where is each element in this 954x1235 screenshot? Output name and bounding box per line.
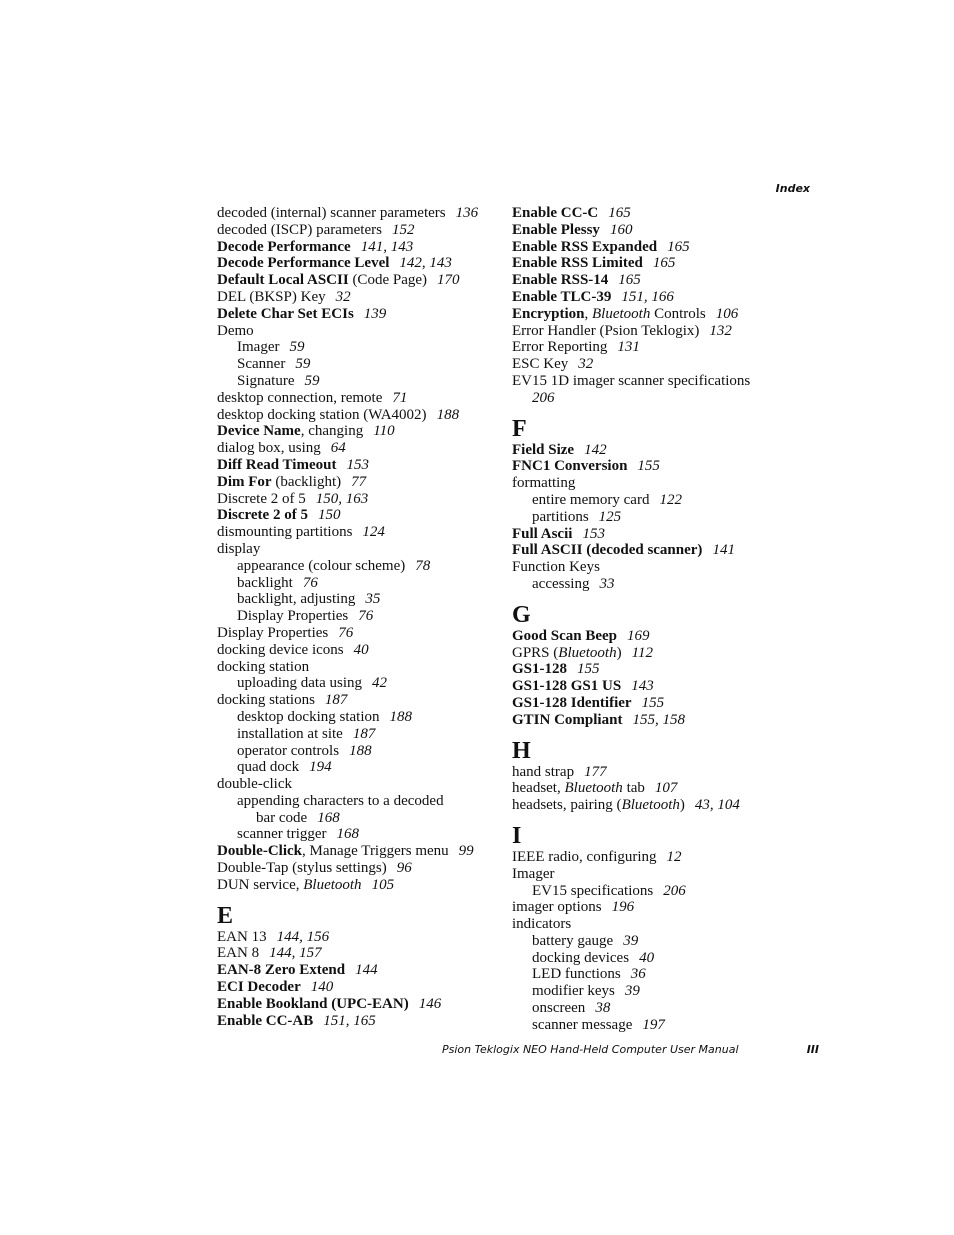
index-letter-heading: H <box>512 737 531 764</box>
entry-page-reference[interactable]: 141 <box>712 542 735 559</box>
index-entry <box>217 843 502 860</box>
entry-term-text: GS1-128 <box>512 661 568 678</box>
entry-term-text: partitions <box>532 508 589 525</box>
index-entry <box>217 877 502 894</box>
index-subentry <box>217 575 502 592</box>
index-entry <box>217 491 502 508</box>
entry-term-text: DUN service, <box>217 876 304 893</box>
entry-term-text: EV15 specifications <box>532 882 654 899</box>
entry-term-text: , Manage Triggers menu <box>302 843 449 860</box>
entry-term-text: , <box>584 305 593 322</box>
index-entry <box>217 423 502 440</box>
entry-page-reference[interactable]: 112 <box>631 644 653 661</box>
entry-term-text: Imager <box>237 339 280 356</box>
entry-page-reference[interactable]: 42 <box>371 675 387 692</box>
entry-page-reference[interactable]: 155 <box>637 458 660 475</box>
entry-term-text: Bluetooth <box>303 876 362 893</box>
index-entry <box>217 625 502 642</box>
entry-term-text: EAN 8 <box>217 945 260 962</box>
entry-page-reference[interactable]: 168 <box>336 826 360 843</box>
index-entry <box>512 712 802 729</box>
entry-page-reference[interactable]: 146 <box>418 995 442 1012</box>
entry-term-text: ECI Decoder <box>217 979 301 996</box>
entry-term-text: Good Scan Beep <box>512 627 618 644</box>
entry-page-reference[interactable]: 99 <box>458 843 474 860</box>
entry-term-text: docking station <box>217 658 310 675</box>
index-entry <box>512 526 802 543</box>
index-subentry <box>512 933 802 950</box>
entry-page-reference[interactable]: 124 <box>362 524 385 541</box>
entry-page-reference[interactable]: 107 <box>654 780 678 797</box>
entry-term-text: imager options <box>512 899 602 916</box>
entry-page-reference[interactable]: 155, 158 <box>632 711 685 728</box>
entry-page-reference[interactable]: 142 <box>584 441 607 458</box>
index-entry <box>512 339 802 356</box>
entry-term-text: docking stations <box>217 692 315 709</box>
entry-page-reference[interactable]: 151, 165 <box>323 1012 376 1029</box>
index-entry <box>217 255 502 272</box>
index-entry <box>512 866 802 883</box>
entry-term-text: Error Reporting <box>512 339 608 356</box>
index-subentry <box>512 1000 802 1017</box>
index-entry <box>512 559 802 576</box>
entry-page-reference[interactable]: 96 <box>396 860 412 877</box>
entry-page-reference[interactable]: 150 <box>317 507 341 524</box>
index-entry <box>512 289 802 306</box>
entry-term-text: GS1-128 Identifier <box>512 694 632 711</box>
index-entry <box>512 645 802 662</box>
entry-page-reference[interactable]: 12 <box>666 848 682 865</box>
index-entry <box>512 442 802 459</box>
entry-term-text: Enable TLC-39 <box>512 288 612 305</box>
index-entry <box>217 474 502 491</box>
index-entry <box>217 205 502 222</box>
index-entry <box>217 1013 502 1030</box>
index-entry <box>217 541 502 558</box>
entry-page-reference[interactable]: 106 <box>715 305 739 322</box>
entry-term-text: Display Properties <box>217 624 329 641</box>
entry-term-text: accessing <box>532 575 590 592</box>
index-entry <box>512 661 802 678</box>
index-entry <box>217 289 502 306</box>
entry-term-text: Discrete 2 of 5 <box>217 507 308 524</box>
footer-page-number: III <box>806 1043 819 1056</box>
index-entry <box>512 780 802 797</box>
entry-term-text: EAN 13 <box>217 928 267 945</box>
entry-page-reference[interactable]: 43, 104 <box>694 797 740 814</box>
entry-term-text: Full ASCII (decoded scanner) <box>512 542 703 559</box>
entry-page-reference[interactable]: 33 <box>599 575 615 592</box>
running-header: Index <box>775 182 810 195</box>
index-entry <box>512 205 802 222</box>
entry-page-reference[interactable]: 76 <box>338 624 354 641</box>
entry-term-text: bar code <box>256 809 308 826</box>
entry-page-reference[interactable]: 36 <box>630 966 646 983</box>
entry-term-text: modifier keys <box>532 983 615 1000</box>
entry-page-reference[interactable]: 206 <box>532 389 555 406</box>
index-entry <box>217 945 502 962</box>
index-column-left <box>217 205 502 1029</box>
entry-page-reference[interactable]: 140 <box>310 979 334 996</box>
entry-term-text: docking devices <box>532 949 630 966</box>
entry-page-reference[interactable]: 165 <box>608 205 631 221</box>
entry-page-reference[interactable]: 144, 156 <box>276 928 330 945</box>
entry-term-text: desktop docking station (WA4002) <box>217 406 427 423</box>
index-entry <box>217 692 502 709</box>
entry-page-reference[interactable]: 71 <box>392 389 408 406</box>
entry-page-reference[interactable]: 151, 166 <box>621 288 674 305</box>
index-entry <box>217 390 502 407</box>
entry-term-text: tab <box>622 780 645 797</box>
entry-term-text: decoded (ISCP) parameters <box>217 221 382 238</box>
entry-term-text: Field Size <box>512 441 575 458</box>
index-entry <box>512 222 802 239</box>
index-subentry <box>217 743 502 760</box>
index-entry <box>217 929 502 946</box>
entry-page-reference[interactable]: 59 <box>295 356 311 373</box>
entry-term-text: headset, <box>512 780 565 797</box>
index-entry <box>217 457 502 474</box>
entry-term-text: Bluetooth <box>558 644 617 661</box>
index-entry <box>217 239 502 256</box>
entry-term-text: GS1-128 GS1 US <box>512 678 622 695</box>
entry-page-reference[interactable]: 194 <box>309 759 332 776</box>
entry-term-text: Enable CC-AB <box>217 1012 314 1029</box>
index-entry <box>512 475 802 492</box>
index-subentry <box>512 1017 802 1034</box>
index-subentry <box>217 591 502 608</box>
entry-page-reference[interactable]: 177 <box>584 763 607 780</box>
index-entry <box>512 542 802 559</box>
entry-term-text: Dim For <box>217 473 272 490</box>
entry-page-reference[interactable]: 165 <box>652 255 676 272</box>
entry-term-text: docking device icons <box>217 641 344 658</box>
entry-page-reference[interactable]: 59 <box>304 372 320 389</box>
entry-page-reference[interactable]: 144 <box>355 962 378 979</box>
index-entry <box>512 306 802 323</box>
entry-page-reference[interactable]: 165 <box>667 238 690 255</box>
index-entry <box>217 222 502 239</box>
index-entry <box>512 356 802 373</box>
entry-term-text: formatting <box>512 475 576 492</box>
entry-page-reference[interactable]: 187 <box>352 725 376 742</box>
entry-page-reference[interactable]: 141, 143 <box>360 238 414 255</box>
entry-page-reference[interactable]: 206 <box>663 882 686 899</box>
entry-term-text: Bluetooth <box>564 780 623 797</box>
index-entry <box>217 642 502 659</box>
entry-term-text: quad dock <box>237 759 300 776</box>
entry-term-text: Decode Performance Level <box>217 255 390 272</box>
entry-page-reference[interactable]: 152 <box>391 221 415 238</box>
entry-term-text: battery gauge <box>532 932 614 949</box>
index-entry <box>512 458 802 475</box>
entry-page-reference[interactable]: 144, 157 <box>269 945 322 962</box>
entry-page-reference[interactable]: 197 <box>642 1016 665 1033</box>
entry-page-reference[interactable]: 64 <box>330 440 346 457</box>
entry-term-text: Double-Tap (stylus settings) <box>217 860 387 877</box>
index-entry <box>217 659 502 676</box>
entry-page-reference[interactable]: 160 <box>609 221 633 238</box>
entry-term-text: Bluetooth <box>592 305 651 322</box>
index-subentry <box>512 966 802 983</box>
entry-term-text: decoded (internal) scanner parameters <box>217 205 446 221</box>
index-entry <box>512 797 802 814</box>
entry-page-reference[interactable]: 78 <box>415 557 431 574</box>
entry-term-text: DEL (BKSP) Key <box>217 288 326 305</box>
entry-page-reference[interactable]: 150, 163 <box>315 490 369 507</box>
entry-term-text: entire memory card <box>532 491 650 508</box>
index-subentry <box>217 675 502 692</box>
entry-page-reference[interactable]: 132 <box>709 322 732 339</box>
entry-term-text: operator controls <box>237 742 340 759</box>
index-subentry <box>217 339 502 356</box>
index-entry <box>217 524 502 541</box>
entry-page-reference[interactable]: 187 <box>324 692 348 709</box>
entry-term-text: ) <box>616 644 622 661</box>
entry-term-text: double-click <box>217 776 292 793</box>
entry-term-text: IEEE radio, configuring <box>512 848 657 865</box>
entry-term-text: dialog box, using <box>217 440 321 457</box>
index-entry <box>512 678 802 695</box>
entry-page-reference[interactable]: 168 <box>317 809 340 826</box>
entry-term-text: Device Name <box>217 423 301 440</box>
entry-page-reference[interactable]: 139 <box>363 305 387 322</box>
entry-page-reference[interactable]: 110 <box>373 423 395 440</box>
entry-term-text: Decode Performance <box>217 238 351 255</box>
entry-term-text: , changing <box>300 423 364 440</box>
entry-term-text: Signature <box>237 372 295 389</box>
entry-page-reference[interactable]: 165 <box>618 272 641 289</box>
index-entry <box>512 323 802 340</box>
entry-term-text: Bluetooth <box>621 797 680 814</box>
index-entry <box>217 776 502 793</box>
index-entry <box>217 306 502 323</box>
index-subentry <box>512 983 802 1000</box>
index-entry <box>217 507 502 524</box>
entry-term-text: Scanner <box>237 356 286 373</box>
entry-term-text: Function Keys <box>512 559 600 576</box>
entry-page-reference[interactable]: 35 <box>365 591 381 608</box>
index-entry <box>217 323 502 340</box>
index-letter-heading: E <box>217 902 234 929</box>
index-letter-heading: F <box>512 415 527 442</box>
entry-page-reference[interactable]: 122 <box>659 491 682 508</box>
entry-page-reference[interactable]: 32 <box>335 288 351 305</box>
entry-page-reference[interactable]: 39 <box>624 983 640 1000</box>
entry-page-reference[interactable]: 125 <box>598 508 622 525</box>
index-subentry <box>217 356 502 373</box>
entry-page-reference[interactable]: 131 <box>617 339 640 356</box>
entry-term-text: Display Properties <box>237 608 349 625</box>
entry-page-reference[interactable]: 59 <box>289 339 305 356</box>
entry-page-reference[interactable]: 77 <box>351 473 367 490</box>
entry-term-text: uploading data using <box>237 675 362 692</box>
index-entry <box>217 979 502 996</box>
index-entry <box>512 628 802 645</box>
index-entry <box>512 272 802 289</box>
index-subentry <box>217 810 502 827</box>
index-letter-heading: I <box>512 822 522 849</box>
entry-term-text: FNC1 Conversion <box>512 458 628 475</box>
index-entry <box>512 373 802 390</box>
entry-term-text: Diff Read Timeout <box>217 456 337 473</box>
entry-term-text: Default Local ASCII <box>217 272 349 289</box>
index-subentry <box>217 608 502 625</box>
entry-page-reference[interactable]: 155 <box>577 661 600 678</box>
entry-term-text: Enable CC-C <box>512 205 599 221</box>
entry-term-text: Enable Bookland (UPC-EAN) <box>217 995 409 1012</box>
index-subentry <box>512 883 802 900</box>
entry-page-reference[interactable]: 32 <box>578 356 594 373</box>
entry-page-reference[interactable]: 169 <box>627 627 650 644</box>
entry-term-text: appending characters to a decoded <box>237 792 444 809</box>
index-entry <box>217 272 502 289</box>
entry-page-reference[interactable]: 153 <box>346 456 369 473</box>
entry-term-text: Double-Click <box>217 843 303 860</box>
entry-term-text: Enable RSS Limited <box>512 255 643 272</box>
index-subentry <box>512 509 802 526</box>
entry-term-text: GPRS ( <box>512 644 559 661</box>
index-column-right <box>512 205 802 1034</box>
entry-term-text: backlight, adjusting <box>237 591 356 608</box>
entry-term-text: Full Ascii <box>512 525 573 542</box>
entry-term-text: indicators <box>512 916 572 933</box>
entry-term-text: ESC Key <box>512 356 569 373</box>
entry-term-text: appearance (colour scheme) <box>237 557 406 574</box>
entry-page-reference[interactable]: 153 <box>582 525 605 542</box>
entry-page-reference[interactable]: 188 <box>436 406 460 423</box>
entry-page-reference[interactable]: 196 <box>611 899 635 916</box>
entry-term-text: backlight <box>237 574 293 591</box>
entry-page-reference[interactable]: 143 <box>631 678 654 695</box>
entry-term-text: Encryption <box>512 305 585 322</box>
entry-page-reference[interactable]: 76 <box>302 574 318 591</box>
index-subentry <box>512 576 802 593</box>
entry-term-text: display <box>217 540 261 557</box>
entry-term-text: scanner trigger <box>237 826 327 843</box>
entry-term-text: desktop connection, remote <box>217 389 383 406</box>
index-entry <box>217 996 502 1013</box>
entry-term-text: Demo <box>217 322 254 339</box>
entry-term-text: Error Handler (Psion Teklogix) <box>512 322 700 339</box>
index-entry <box>512 764 802 781</box>
index-entry <box>512 255 802 272</box>
entry-term-text: Delete Char Set ECIs <box>217 305 354 322</box>
entry-page-reference[interactable]: 136 <box>455 205 479 221</box>
index-subentry <box>512 492 802 509</box>
index-subentry <box>512 950 802 967</box>
entry-term-text: EV15 1D imager scanner specifications <box>512 372 751 389</box>
entry-page-reference[interactable]: 105 <box>371 876 395 893</box>
index-entry <box>512 239 802 256</box>
entry-page-reference[interactable]: 188 <box>349 742 372 759</box>
index-subentry <box>217 709 502 726</box>
index-letter-heading: G <box>512 601 531 628</box>
entry-term-text: onscreen <box>532 1000 586 1017</box>
entry-page-reference[interactable]: 76 <box>358 608 374 625</box>
index-entry <box>512 695 802 712</box>
entry-term-text: (Code Page) <box>348 272 427 289</box>
index-subentry <box>217 826 502 843</box>
entry-term-text: scanner message <box>532 1016 633 1033</box>
index-entry <box>217 962 502 979</box>
index-entry <box>512 849 802 866</box>
entry-page-reference[interactable]: 40 <box>353 641 369 658</box>
footer-manual-title: Psion Teklogix NEO Hand-Held Computer User Manual <box>442 1043 739 1056</box>
index-subentry <box>512 390 802 407</box>
index-entry <box>217 407 502 424</box>
entry-page-reference[interactable]: 39 <box>623 932 639 949</box>
entry-page-reference[interactable]: 38 <box>595 1000 611 1017</box>
entry-page-reference[interactable]: 155 <box>641 694 665 711</box>
entry-term-text: headsets, pairing ( <box>512 797 622 814</box>
entry-term-text: Enable RSS Expanded <box>512 238 658 255</box>
entry-page-reference[interactable]: 142, 143 <box>399 255 452 272</box>
index-entry <box>512 916 802 933</box>
index-subentry <box>217 726 502 743</box>
index-entry <box>512 899 802 916</box>
index-entry <box>217 440 502 457</box>
index-subentry <box>217 793 502 810</box>
entry-term-text: Enable Plessy <box>512 221 600 238</box>
entry-term-text: (backlight) <box>271 473 342 490</box>
index-subentry <box>217 373 502 390</box>
entry-term-text: Imager <box>512 865 555 882</box>
index-subentry <box>217 759 502 776</box>
index-subentry <box>217 558 502 575</box>
entry-page-reference[interactable]: 170 <box>437 272 460 289</box>
entry-term-text: installation at site <box>237 725 343 742</box>
entry-term-text: Discrete 2 of 5 <box>217 490 306 507</box>
entry-term-text: EAN-8 Zero Extend <box>217 962 346 979</box>
entry-term-text: Enable RSS-14 <box>512 272 609 289</box>
entry-term-text: GTIN Compliant <box>512 711 623 728</box>
entry-page-reference[interactable]: 188 <box>389 708 412 725</box>
entry-term-text: hand strap <box>512 763 575 780</box>
entry-term-text: dismounting partitions <box>217 524 353 541</box>
index-entry <box>217 860 502 877</box>
entry-term-text: desktop docking station <box>237 708 380 725</box>
entry-page-reference[interactable]: 40 <box>639 949 655 966</box>
entry-term-text: Controls <box>650 305 706 322</box>
entry-term-text: LED functions <box>532 966 621 983</box>
entry-term-text: ) <box>679 797 685 814</box>
